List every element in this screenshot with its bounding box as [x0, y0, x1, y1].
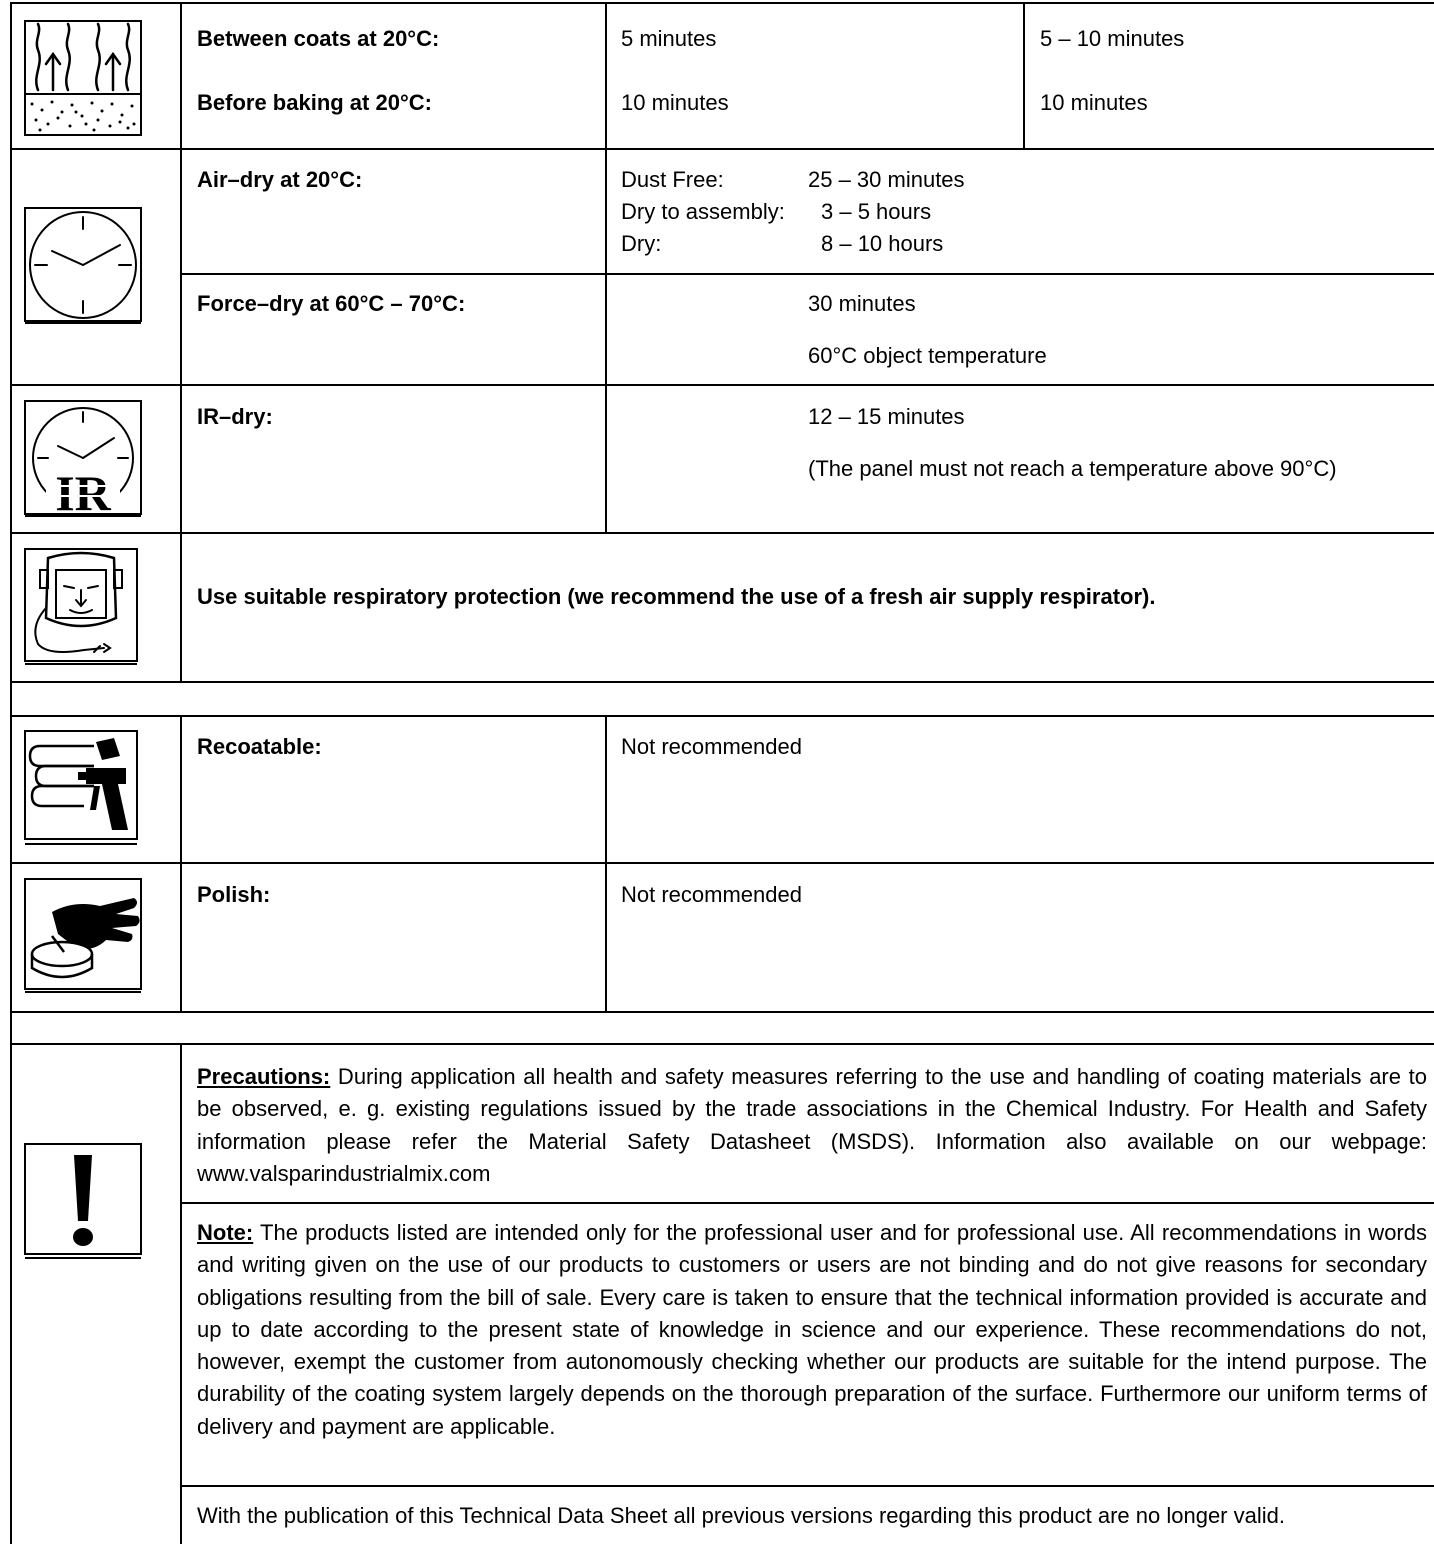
validity-statement: With the publication of this Technical Data Sheet all previous versions regarding this product are no longer valid.	[197, 1503, 1285, 1528]
precautions-heading: Precautions:	[197, 1064, 331, 1089]
polish-label: Polish:	[197, 882, 271, 907]
dry-to-assembly-label: Dry to assembly:	[621, 199, 785, 224]
note-text: The products listed are intended only for the professional user and for professional use. All recommendations in words and writing given on the use of our products to customers or users are not binding and do not give reasons for secondary obligations resulting from the bill of sale. Every care is taken to ensure that the technical information provided is accurate and up to date according to the present state of knowledge in science and our experience. These recommendations do not, however, exempt the customer from autonomously checking whether our products are suitable for the intend purpose. The durability of the coating system largely depends on the thorough preparation of the surface. Furthermore our uniform terms of delivery and payment are applicable.	[197, 1220, 1427, 1439]
spray-gun-icon	[24, 730, 142, 848]
flash-off-heat-icon	[24, 20, 142, 136]
table-border	[10, 532, 1434, 534]
dust-free-value: 25 – 30 minutes	[808, 167, 965, 192]
dry-value: 8 – 10 hours	[821, 231, 944, 256]
precautions-text: During application all health and safety measures referring to the use and handling of coating materials are to be observed, e. g. existing regulations issued by the trade associations in the Chemical Industry. For Health and Safety information please refer the Material Safety Datasheet (MSDS). Information also available on our webpage: www.valsparindustrialmix.com	[197, 1064, 1427, 1186]
exclamation-warning-icon	[24, 1143, 142, 1261]
respirator-mask-icon	[24, 548, 142, 666]
polish-value: Not recommended	[621, 882, 802, 907]
respiratory-warning: Use suitable respiratory protection (we recommend the use of a fresh air supply respirator).	[197, 584, 1156, 609]
table-border	[180, 2, 182, 682]
table-border	[10, 1043, 1434, 1045]
table-border	[180, 1043, 182, 1544]
force-dry-note: 60°C object temperature	[808, 343, 1047, 368]
between-coats-value-2: 5 – 10 minutes	[1040, 26, 1185, 51]
force-dry-label: Force–dry at 60°C – 70°C:	[197, 291, 466, 316]
before-baking-label: Before baking at 20°C:	[197, 90, 432, 115]
ir-dry-icon	[24, 400, 142, 518]
between-coats-label: Between coats at 20°C:	[197, 26, 440, 51]
force-dry-time: 30 minutes	[808, 291, 916, 316]
table-border	[605, 2, 607, 533]
table-border	[605, 715, 607, 1012]
table-border	[10, 1011, 1434, 1013]
table-border	[10, 2, 1434, 4]
ir-dry-time: 12 – 15 minutes	[808, 404, 965, 429]
before-baking-value-1: 10 minutes	[621, 90, 729, 115]
table-border	[182, 1202, 1434, 1204]
table-border	[1023, 2, 1025, 149]
recoatable-label: Recoatable:	[197, 734, 322, 759]
table-border	[182, 273, 1434, 275]
table-border	[182, 1485, 1434, 1487]
recoatable-value: Not recommended	[621, 734, 802, 759]
note-paragraph	[197, 1217, 1427, 1443]
table-border	[10, 715, 1434, 717]
table-border	[180, 715, 182, 1012]
polishing-hand-icon	[24, 878, 142, 996]
table-border	[10, 862, 1434, 864]
clock-icon	[24, 207, 142, 325]
table-border	[10, 2, 12, 1544]
dust-free-label: Dust Free:	[621, 167, 724, 192]
dry-label: Dry:	[621, 231, 662, 256]
before-baking-value-2: 10 minutes	[1040, 90, 1148, 115]
precautions-paragraph	[197, 1061, 1427, 1190]
ir-dry-label: IR–dry:	[197, 404, 273, 429]
ir-dry-note: (The panel must not reach a temperature above 90°C)	[808, 456, 1337, 481]
air-dry-label: Air–dry at 20°C:	[197, 167, 363, 192]
note-heading: Note:	[197, 1220, 254, 1245]
table-border	[10, 384, 1434, 386]
between-coats-value-1: 5 minutes	[621, 26, 717, 51]
ir-icon-text: IR	[55, 465, 111, 518]
table-border	[10, 681, 1434, 683]
dry-to-assembly-value: 3 – 5 hours	[821, 199, 932, 224]
table-border	[10, 148, 1434, 150]
